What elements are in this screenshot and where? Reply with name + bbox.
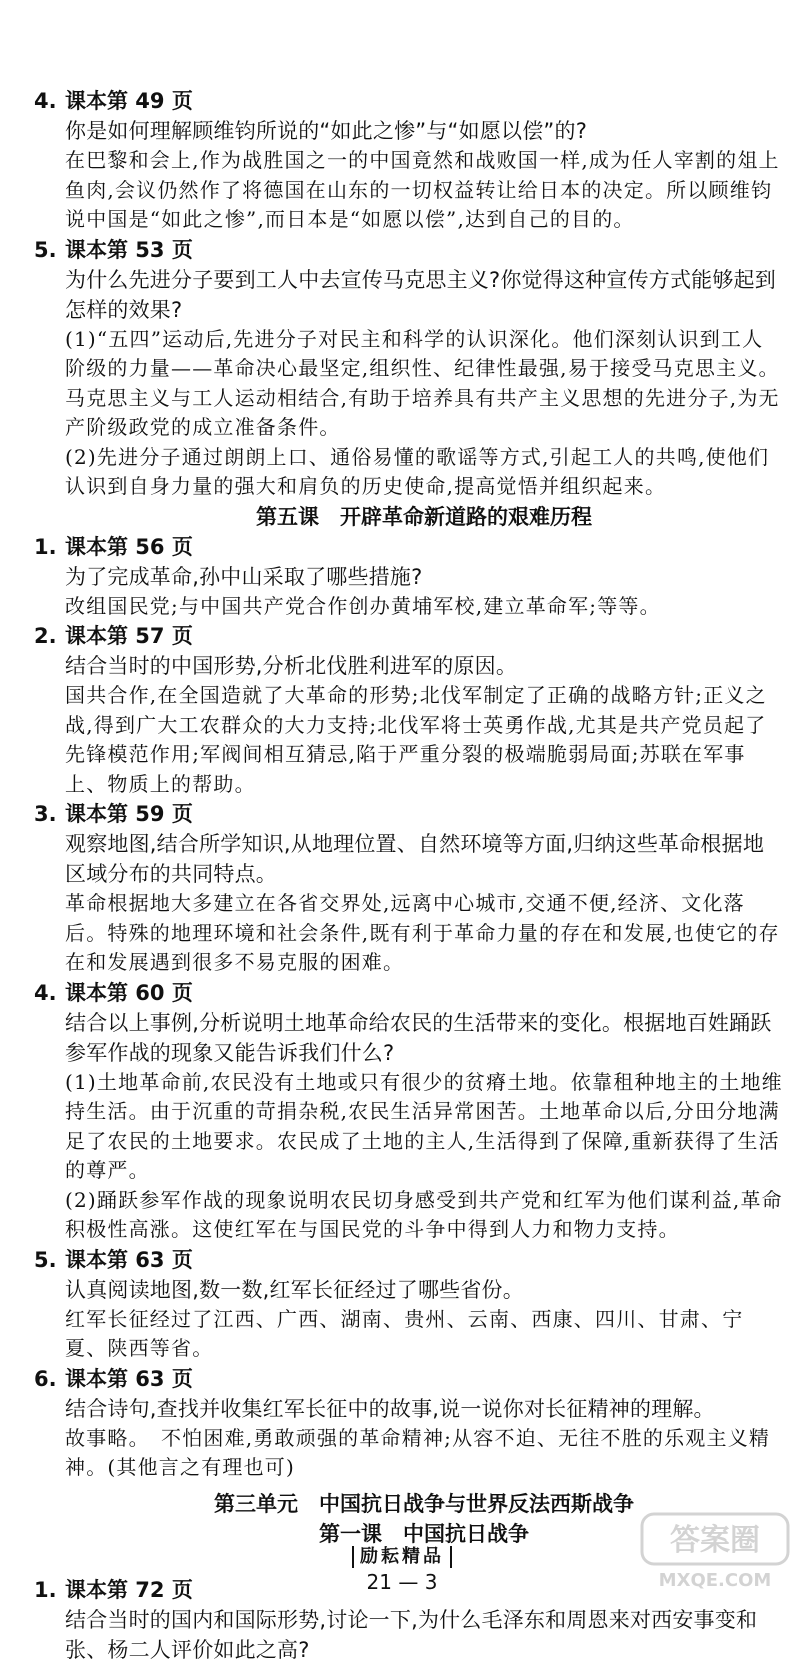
items-group-b xyxy=(34,532,784,1483)
answer-paragraph: 红军长征经过了江西、广西、湖南、贵州、云南、西康、四川、甘肃、宁夏、陕西等省。 xyxy=(65,1306,744,1360)
watermark-logo xyxy=(640,1512,790,1590)
watermark-graphic xyxy=(640,1512,790,1590)
question-heading xyxy=(34,235,784,265)
question-text: 结合诗句,查找并收集红军长征中的故事,说一说你对长征精神的理解。 xyxy=(65,1396,715,1421)
question-item xyxy=(34,235,784,502)
question-item xyxy=(34,86,784,235)
lesson-1-heading: 第一课 中国抗日战争 xyxy=(319,1521,529,1546)
question-number: 2. xyxy=(34,624,57,648)
answer-paragraph: 改组国民党;与中国共产党合作创办黄埔军校,建立革命军;等等。 xyxy=(65,593,661,618)
textbook-page-ref: 课本第 59 页 xyxy=(65,802,193,826)
question-heading xyxy=(34,86,784,116)
lesson-5-heading: 第五课 开辟革命新道路的艰难历程 xyxy=(256,504,592,529)
question-number: 5. xyxy=(34,237,57,262)
question-body xyxy=(34,562,784,622)
answer-paragraph: (1)“五四”运动后,先进分子对民主和科学的认识深化。他们深刻认识到工人阶级的力量——革命决心最坚定,组织性、纪律性最强,易于接受马克思主义。马克思主义与工人运动相结合,有助于培养具有共产主义思想的先进分子,为无产阶级政党的成立准备条件。 xyxy=(65,326,780,439)
textbook-page-ref: 课本第 57 页 xyxy=(65,624,193,648)
question-number: 4. xyxy=(34,89,57,113)
question-body xyxy=(34,1275,784,1364)
question-text: 你是如何理解顾维钧所说的“如此之惨”与“如愿以偿”的? xyxy=(65,119,588,143)
question-text: 结合当时的中国形势,分析北伐胜利进军的原因。 xyxy=(65,654,518,678)
question-number: 4. xyxy=(34,980,57,1005)
question-text: 观察地图,结合所学知识,从地理位置、自然环境等方面,归纳这些革命根据地区域分布的共同特点。 xyxy=(65,832,765,886)
textbook-page-ref: 课本第 49 页 xyxy=(65,89,193,113)
answer-paragraph: 在巴黎和会上,作为战胜国之一的中国竟然和战败国一样,成为任人宰割的俎上鱼肉,会议仍然作了将德国在山东的一切权益转让给日本的决定。所以顾维钧说中国是“如此之惨”,而日本是“如愿以偿”,达到自己的目的。 xyxy=(65,148,780,231)
question-item xyxy=(34,1245,784,1364)
answer-paragraph: 国共合作,在全国造就了大革命的形势;北伐军制定了正确的战略方针;正义之战,得到广大工农群众的大力支持;北伐军将士英勇作战,尤其是共产党员起了先锋模范作用;军阀间相互猜忌,陷于严重分裂的极端脆弱局面;苏联在军事上、物质上的帮助。 xyxy=(65,683,767,796)
textbook-page-ref: 课本第 72 页 xyxy=(65,1577,193,1602)
question-number: 1. xyxy=(34,534,57,559)
answer-paragraph: 故事略。 不怕困难,勇敢顽强的革命精神;从容不迫、无往不胜的乐观主义精神。(其他言之有理也可) xyxy=(65,1425,771,1479)
question-item xyxy=(34,978,784,1245)
question-heading xyxy=(34,1364,784,1394)
textbook-page-ref: 课本第 56 页 xyxy=(65,534,193,559)
question-body xyxy=(34,829,784,978)
question-body xyxy=(34,1008,784,1245)
brand-bar-right xyxy=(450,1546,452,1568)
question-body xyxy=(34,651,784,799)
question-heading xyxy=(34,1245,784,1275)
question-item xyxy=(34,799,784,978)
brand-label: 励耘精品 xyxy=(360,1546,444,1567)
question-number: 5. xyxy=(34,1247,57,1272)
question-text: 认真阅读地图,数一数,红军长征经过了哪些省份。 xyxy=(65,1277,524,1302)
question-text: 为了完成革命,孙中山采取了哪些措施? xyxy=(65,564,423,589)
answer-paragraph: 革命根据地大多建立在各省交界处,远离中心城市,交通不便,经济、文化落后。特殊的地理环境和社会条件,既有利于革命力量的存在和发展,也使它的存在和发展遇到很多不易克服的困难。 xyxy=(65,891,780,974)
question-number: 6. xyxy=(34,1366,57,1391)
question-heading xyxy=(34,532,784,562)
watermark-url: MXQE.COM xyxy=(658,1570,772,1590)
question-item xyxy=(34,1364,784,1483)
question-text: 为什么先进分子要到工人中去宣传马克思主义?你觉得这种宣传方式能够起到怎样的效果? xyxy=(65,267,776,322)
answer-paragraph: (1)土地革命前,农民没有土地或只有很少的贫瘠土地。依靠租种地主的土地维持生活。由于沉重的苛捐杂税,农民生活异常困苦。土地革命以后,分田分地满足了农民的土地要求。农民成了土地的主人,生活得到了保障,重新获得了生活的尊严。 xyxy=(65,1069,783,1182)
question-number: 1. xyxy=(34,1577,57,1602)
textbook-page-ref: 课本第 60 页 xyxy=(65,980,193,1005)
question-heading xyxy=(34,621,784,651)
question-body xyxy=(34,1605,784,1665)
question-number: 3. xyxy=(34,802,57,826)
brand-bar-left xyxy=(352,1546,354,1568)
textbook-page-ref: 课本第 63 页 xyxy=(65,1366,193,1391)
answer-paragraph: (2)先进分子通过朗朗上口、通俗易懂的歌谣等方式,引起工人的共鸣,使他们认识到自身力量的强大和肩负的历史使命,提高觉悟并组织起来。 xyxy=(65,444,770,498)
question-body xyxy=(34,116,784,235)
items-group-a xyxy=(34,86,784,502)
question-item xyxy=(34,532,784,622)
answer-paragraph: (2)踊跃参军作战的现象说明农民切身感受到共产党和红军为他们谋利益,革命积极性高涨。这使红军在与国民党的斗争中得到人力和物力支持。 xyxy=(65,1187,783,1241)
question-text: 结合以上事例,分析说明土地革命给农民的生活带来的变化。根据地百姓踊跃参军作战的现象又能告诉我们什么? xyxy=(65,1010,772,1065)
textbook-page-ref: 课本第 53 页 xyxy=(65,237,193,262)
page-number: 21 — 3 xyxy=(366,1570,438,1594)
watermark-text: 答案圈 xyxy=(670,1523,760,1558)
page-content xyxy=(34,86,784,1665)
textbook-page-ref: 课本第 63 页 xyxy=(65,1247,193,1272)
question-heading xyxy=(34,799,784,829)
question-heading xyxy=(34,978,784,1008)
question-item xyxy=(34,621,784,799)
question-body xyxy=(34,1394,784,1483)
unit-3-heading: 第三单元 中国抗日战争与世界反法西斯战争 xyxy=(214,1491,634,1516)
question-body xyxy=(34,265,784,502)
question-text: 结合当时的国内和国际形势,讨论一下,为什么毛泽东和周恩来对西安事变和张、杨二人评价如此之高? xyxy=(65,1607,758,1662)
